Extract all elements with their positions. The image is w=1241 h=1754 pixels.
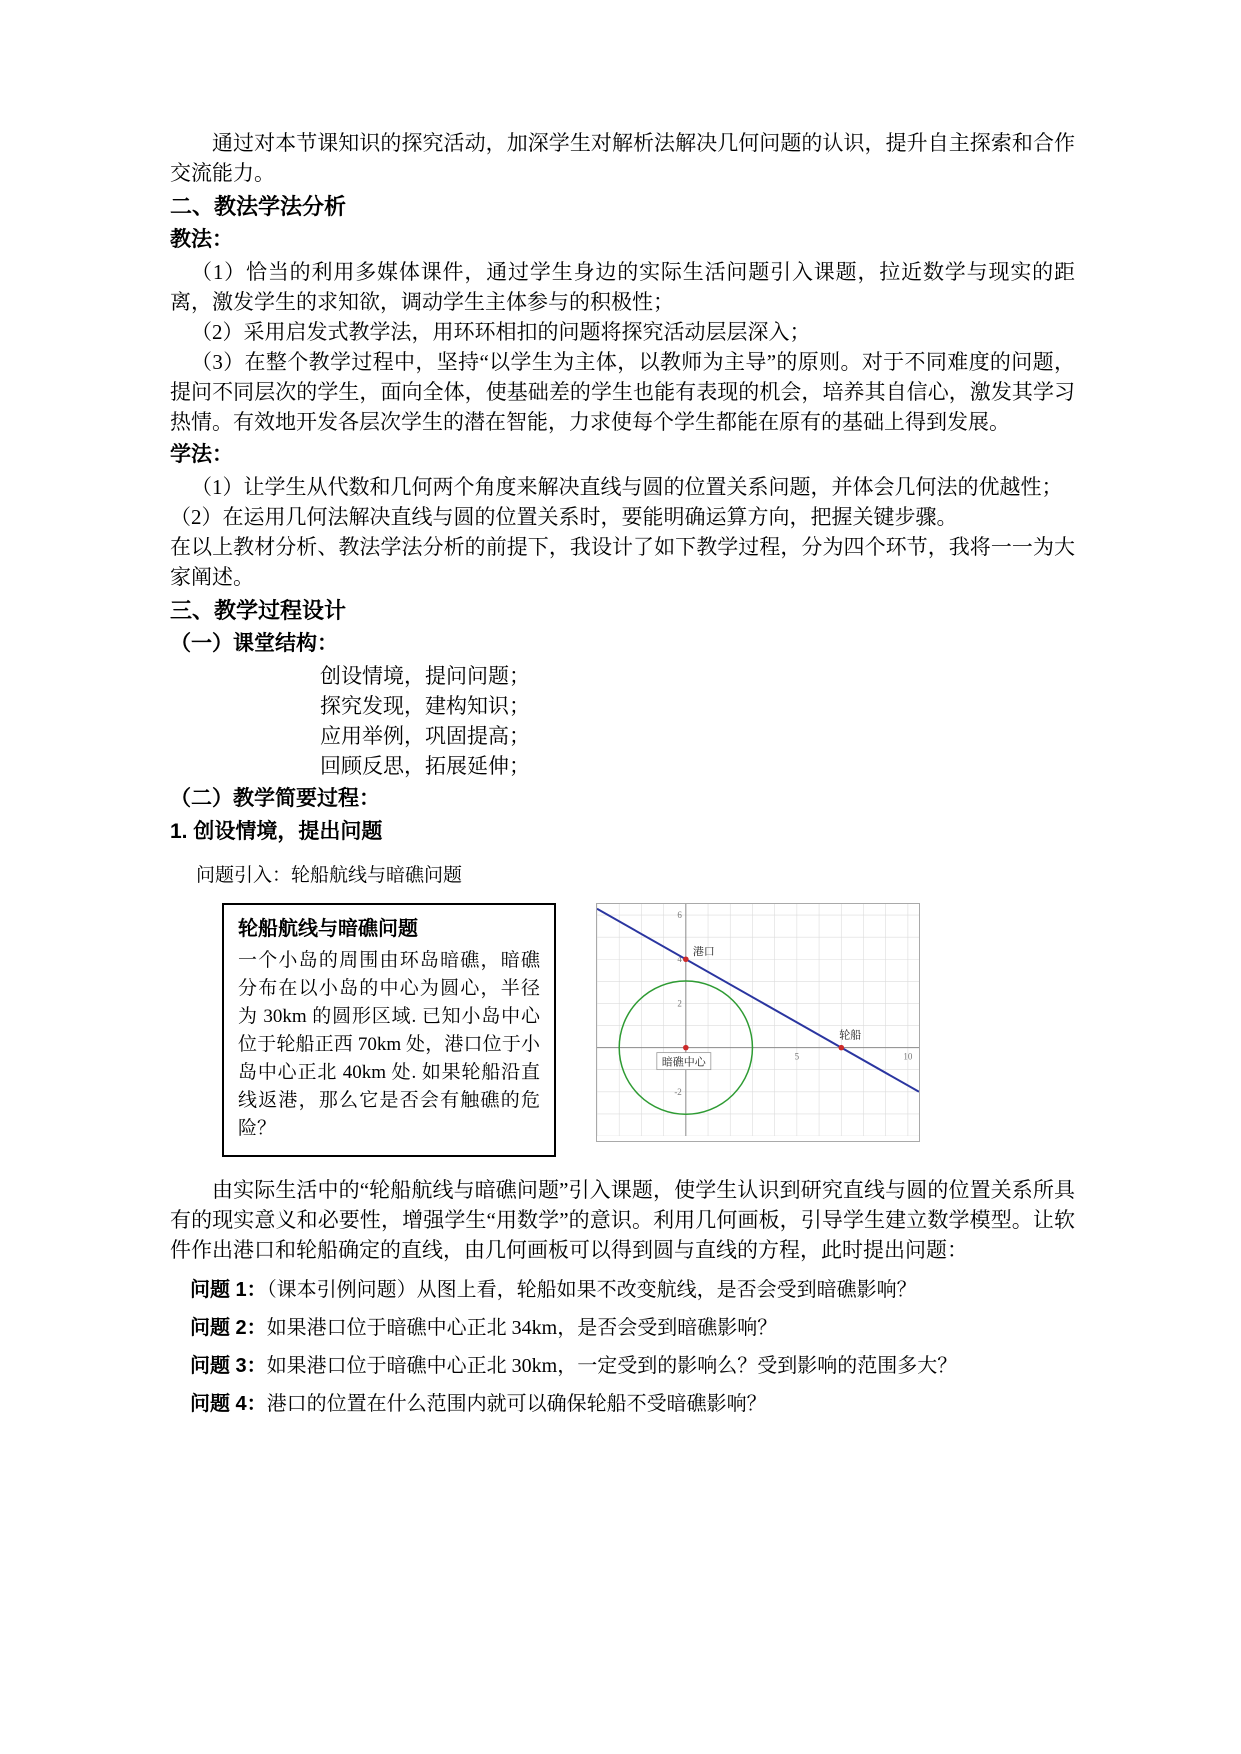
svg-text:-2: -2 — [674, 1086, 682, 1097]
learning-method-item-1: （1）让学生从代数和几何两个角度来解决直线与圆的位置关系问题，并体会几何法的优越性； — [191, 475, 1063, 499]
step1-heading: 1. 创设情境，提出问题 — [170, 820, 383, 843]
coordinate-chart — [596, 903, 920, 1142]
question-2 — [190, 1309, 1075, 1347]
structure-item-4: 回顾反思，拓展延伸； — [320, 754, 530, 778]
structure-item-2: 探究发现，建构知识； — [320, 694, 530, 718]
section2-heading: 二、教法学法分析 — [170, 194, 347, 219]
svg-text:轮船: 轮船 — [839, 1029, 862, 1042]
section3-heading: 三、教学过程设计 — [170, 598, 347, 623]
question-3 — [190, 1347, 1075, 1385]
question-3-text: 如果港口位于暗礁中心正北 30km，一定受到的影响么？受到影响的范围多大？ — [266, 1355, 958, 1377]
svg-text:6: 6 — [677, 910, 682, 921]
question-4-text: 港口的位置在什么范围内就可以确保轮船不受暗礁影响？ — [266, 1393, 767, 1415]
teaching-method-item-3: （3）在整个教学过程中，坚持“以学生为主体，以教师为主导”的原则。对于不同难度的问题，提问不同层次的学生，面向全体，使基础差的学生也能有表现的机会，培养其自信心，激发其学习热情。有效地开发各层次学生的潜在智能，力求使每个学生都能在原有的基础上得到发展。 — [170, 350, 1075, 434]
question-list — [170, 1271, 1075, 1423]
intro-paragraph: 通过对本节课知识的探究活动，加深学生对解析法解决几何问题的认识，提升自主探索和合作交流能力。 — [170, 131, 1075, 185]
problem-intro-line: 问题引入：轮船航线与暗礁问题 — [196, 865, 463, 886]
question-3-label: 问题 3： — [190, 1355, 267, 1377]
explain-paragraph: 由实际生活中的“轮船航线与暗礁问题”引入课题，使学生认识到研究直线与圆的位置关系所具有的现实意义和必要性，增强学生“用数学”的意识。利用几何画板，引导学生建立数学模型。让软件作出港口和轮船确定的直线，由几何画板可以得到圆与直线的方程，此时提出问题： — [170, 1178, 1075, 1262]
brief-process-heading: （二）教学简要过程： — [170, 787, 380, 810]
structure-item-1: 创设情境，提问问题； — [320, 664, 530, 688]
question-2-label: 问题 2： — [190, 1317, 267, 1339]
question-1-text: （课本引例问题）从图上看，轮船如果不改变航线，是否会受到暗礁影响？ — [266, 1279, 917, 1301]
structure-item-3: 应用举例，巩固提高； — [320, 724, 530, 748]
svg-text:2: 2 — [677, 998, 682, 1009]
teaching-method-item-2: （2）采用启发式教学法，用环环相扣的问题将探究活动层层深入； — [191, 320, 811, 344]
question-4 — [190, 1385, 1075, 1423]
svg-text:暗礁中心: 暗礁中心 — [661, 1056, 706, 1069]
problem-box-title: 轮船航线与暗礁问题 — [238, 918, 418, 940]
teaching-methods-label: 教法： — [170, 228, 233, 251]
transition-paragraph: 在以上教材分析、教法学法分析的前提下，我设计了如下教学过程，分为四个环节，我将一一为大家阐述。 — [170, 535, 1075, 589]
classroom-structure-heading: （一）课堂结构： — [170, 632, 338, 655]
svg-text:5: 5 — [794, 1051, 800, 1062]
svg-text:港口: 港口 — [692, 946, 715, 959]
question-2-text: 如果港口位于暗礁中心正北 34km，是否会受到暗礁影响？ — [266, 1317, 778, 1339]
svg-text:10: 10 — [903, 1051, 913, 1062]
geometry-chart-svg — [597, 904, 919, 1136]
svg-text:4: 4 — [677, 954, 682, 965]
problem-box-body: 一个小岛的周围由环岛暗礁，暗礁分布在以小岛的中心为圆心，半径为 30km 的圆形区域. 已知小岛中心位于轮船正西 70km 处，港口位于小岛中心正北 40km 处. 如果轮船沿直线返港，那么它是否会有触礁的危险？ — [238, 950, 540, 1139]
learning-methods-label: 学法： — [170, 443, 233, 466]
question-4-label: 问题 4： — [190, 1393, 267, 1415]
problem-box — [222, 903, 556, 1157]
question-1-label: 问题 1： — [190, 1279, 267, 1301]
learning-method-item-2: （2）在运用几何法解决直线与圆的位置关系时，要能明确运算方向，把握关键步骤。 — [170, 505, 958, 529]
figure-row — [222, 903, 1075, 1157]
question-1 — [190, 1271, 1075, 1309]
teaching-method-item-1: （1）恰当的利用多媒体课件，通过学生身边的实际生活问题引入课题，拉近数学与现实的距离，激发学生的求知欲，调动学生主体参与的积极性； — [170, 260, 1075, 314]
